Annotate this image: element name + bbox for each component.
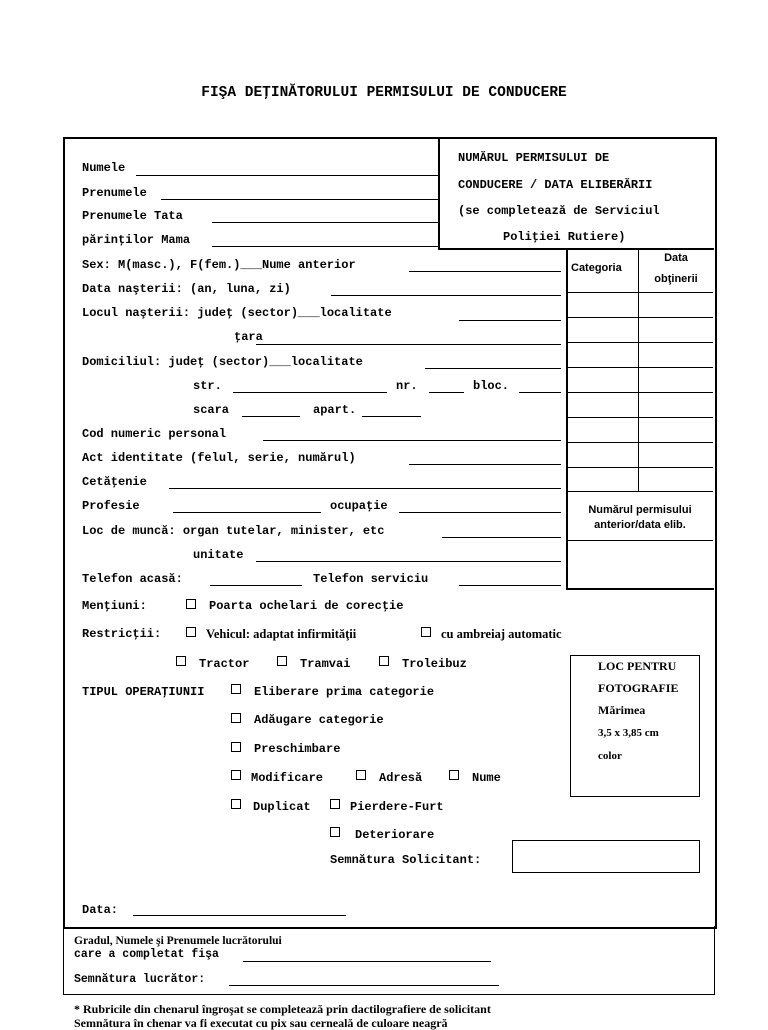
loc-munca-field[interactable] [442,537,561,538]
photo-label-1: LOC PENTRU [598,659,677,673]
modificare-label: Modificare [251,771,324,785]
str-label: str. [193,379,222,393]
worker-label-2: care a completat fişa [74,948,219,961]
ochelari-label: Poarta ochelari de corecţie [209,599,404,613]
apart-label: apart. [313,403,357,417]
data-nasterii-label: Data naşterii: (an, luna, zi) [82,282,291,296]
telefon-serviciu-label: Telefon serviciu [313,572,429,586]
prenumele-field[interactable] [161,199,440,200]
photo-label-2: FOTOGRAFIE [598,681,679,695]
numele-field[interactable] [136,175,440,176]
pierdere-label: Pierdere-Furt [350,800,444,814]
worker-label-1: Gradul, Numele şi Prenumele lucrătorului [74,935,282,947]
bloc-label: bloc. [473,379,510,393]
telefon-acasa-field[interactable] [210,585,302,586]
vehicul-label: Vehicul: adaptat infirmităţii [206,627,357,641]
ocupatie-label: ocupaţie [330,499,388,513]
date-col-header-2: obţinerii [654,273,698,285]
category-row-line [567,491,713,492]
act-identitate-label: Act identitate (felul, serie, numărul) [82,451,356,465]
prenumele-label: Prenumele [82,186,147,200]
unitate-label: unitate [193,548,244,562]
loc-munca-label: Loc de muncă: organ tutelar, minister, etc [82,524,385,538]
telefon-acasa-label: Telefon acasă: [82,572,183,586]
cetatenie-label: Cetăţenie [82,475,147,489]
str-field[interactable] [233,392,387,393]
note-1: * Rubricile din chenarul îngroşat se completează prin dactilografiere de solicitant [74,1002,491,1016]
prenumele-tata-field[interactable] [212,222,440,223]
deteriorare-label: Deteriorare [355,828,435,842]
nr-label: nr. [396,379,418,393]
preschimbare-label: Preschimbare [254,742,341,756]
category-row-line [567,292,713,293]
ocupatie-field[interactable] [399,512,561,513]
numele-label: Numele [82,161,126,175]
data-field[interactable] [133,915,346,916]
act-identitate-field[interactable] [409,464,561,465]
prenumele-tata-label: Prenumele Tata [82,209,183,223]
tara-field[interactable] [256,344,561,345]
vehicul-checkbox[interactable] [186,627,196,637]
operatiune-label: TIPUL OPERAŢIUNII [82,685,205,699]
adresa-checkbox[interactable] [356,770,366,780]
photo-label-4: 3,5 x 3,85 cm [598,727,659,739]
data-nasterii-field[interactable] [331,295,561,296]
unitate-field[interactable] [256,561,561,562]
duplicat-label: Duplicat [253,800,311,814]
ambreiaj-label: cu ambreiaj automatic [441,627,562,641]
semnatura-solicitant-box[interactable] [512,840,700,873]
photo-label-3: Mărimea [598,703,646,717]
license-box-line4: Poliţiei Rutiere) [503,230,626,244]
profesie-field[interactable] [173,512,321,513]
cnp-label: Cod numeric personal [82,427,227,441]
category-table [566,248,714,590]
parintilor-mama-field[interactable] [212,246,440,247]
tara-label: ţara [234,330,263,344]
category-row-line [567,467,713,468]
eliberare-checkbox[interactable] [231,684,241,694]
modificare-checkbox[interactable] [231,770,241,780]
nume-anterior-field[interactable] [409,271,561,272]
scara-label: scara [193,403,230,417]
troleibuz-label: Troleibuz [402,657,467,671]
tractor-checkbox[interactable] [176,656,186,666]
troleibuz-checkbox[interactable] [379,656,389,666]
date-col-header-1: Data [664,252,688,264]
tramvai-checkbox[interactable] [277,656,287,666]
worker-signature-field[interactable] [229,985,499,986]
license-box-line2: CONDUCERE / DATA ELIBERĂRII [458,178,653,192]
cetatenie-field[interactable] [169,488,561,489]
category-row-line [567,442,713,443]
domiciliul-label: Domiciliul: judeţ (sector)___localitate [82,355,363,369]
deteriorare-checkbox[interactable] [330,827,340,837]
profesie-label: Profesie [82,499,140,513]
category-row-line [567,392,713,393]
pierdere-checkbox[interactable] [330,799,340,809]
nr-field[interactable] [429,392,464,393]
adaugare-checkbox[interactable] [231,713,241,723]
ochelari-checkbox[interactable] [186,599,196,609]
locul-nasterii-localitate-field[interactable] [459,320,561,321]
tramvai-label: Tramvai [300,657,351,671]
sex-label: Sex: M(masc.), F(fem.)___Nume anterior [82,258,356,272]
restrictii-label: Restricţii: [82,627,162,641]
apart-field[interactable] [362,416,421,417]
previous-license-label-1: Numărul permisului [588,504,692,516]
nume-checkbox[interactable] [449,770,459,780]
category-col-header: Categoria [571,262,622,274]
duplicat-checkbox[interactable] [231,799,241,809]
worker-name-field[interactable] [243,961,491,962]
page-title: FIŞA DEŢINĂTORULUI PERMISULUI DE CONDUCERE [201,85,567,101]
nume-label: Nume [472,771,501,785]
adresa-label: Adresă [379,771,423,785]
telefon-serviciu-field[interactable] [459,585,561,586]
license-box-line3: (se completează de Serviciul [458,204,660,218]
worker-signature-label: Semnătura lucrător: [74,973,206,986]
tractor-label: Tractor [199,657,250,671]
preschimbare-checkbox[interactable] [231,742,241,752]
category-row-line [567,367,713,368]
previous-license-label-2: anterior/data elib. [594,519,686,531]
license-box-line1: NUMĂRUL PERMISULUI DE [458,151,610,165]
locul-nasterii-label: Locul naşterii: judeţ (sector)___localitate [82,306,392,320]
bloc-field[interactable] [519,392,561,393]
previous-license-line [567,540,713,541]
note-2: Semnătura în chenar va fi executat cu pix sau cerneală de culoare neagră [74,1016,448,1030]
category-row-line [567,317,713,318]
photo-label-5: color [598,750,622,762]
parintilor-mama-label: părinţilor Mama [82,233,191,247]
domiciliul-localitate-field[interactable] [425,368,561,369]
semnatura-solicitant-label: Semnătura Solicitant: [330,853,482,867]
data-label: Data: [82,903,119,917]
mentiuni-label: Menţiuni: [82,599,147,613]
cnp-field[interactable] [263,440,561,441]
eliberare-label: Eliberare prima categorie [254,685,435,699]
category-row-line [567,417,713,418]
ambreiaj-checkbox[interactable] [421,627,431,637]
category-row-line [567,342,713,343]
adaugare-label: Adăugare categorie [254,713,384,727]
scara-field[interactable] [242,416,300,417]
